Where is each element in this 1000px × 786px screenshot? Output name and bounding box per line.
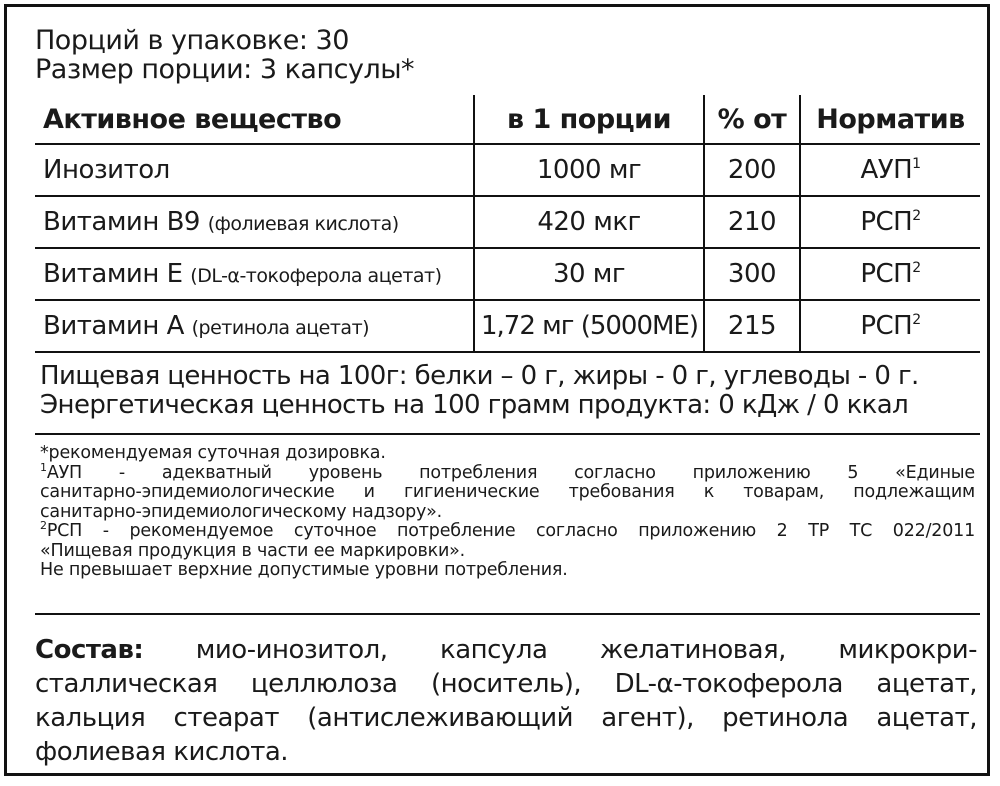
norm-label: АУП — [860, 155, 913, 185]
percent-cell: 210 — [704, 196, 800, 248]
column-header-norm: Норматив — [800, 95, 980, 144]
amount-cell: 420 мкг — [474, 196, 704, 248]
serving-size: Размер порции: 3 капсулы* — [35, 54, 415, 85]
footnote-recommended: *рекомендуемая суточная дозировка. — [40, 443, 386, 463]
nutrition-value-line: Пищевая ценность на 100г: белки – 0 г, жиры - 0 г, углеводы - 0 г. — [40, 361, 919, 391]
table-row — [35, 248, 980, 300]
energy-value-line: Энергетическая ценность на 100 грамм продукта: 0 кДж / 0 ккал — [40, 390, 909, 420]
footnote-aup-end: санитарно-эпидемиологическому надзору». — [40, 501, 443, 522]
norm-label: РСП — [860, 207, 913, 237]
norm-footnote-mark: 2 — [912, 208, 921, 224]
composition-line: фолиевая кислота. — [35, 737, 289, 767]
composition-line: сталлическая целлюлоза (носитель), DL-α-токоферола ацетат, — [35, 669, 977, 699]
composition — [35, 633, 977, 769]
section-divider — [35, 613, 980, 615]
norm-cell — [800, 196, 980, 248]
norm-footnote-mark: 2 — [912, 312, 921, 328]
percent-cell: 215 — [704, 300, 800, 352]
norm-footnote-mark: 2 — [912, 260, 921, 276]
footnote-aup: $^1$АУП - адекватный уровень потребления согласно приложению 5 «Единые — [40, 460, 975, 483]
nutrition-values — [40, 362, 919, 420]
table-header-row — [35, 95, 980, 144]
substance-note: (фолиевая кислота) — [207, 213, 399, 235]
amount-cell: 30 мг — [474, 248, 704, 300]
percent-cell: 300 — [704, 248, 800, 300]
footnote-rsp: $^2$РСП - рекомендуемое суточное потребление согласно приложению 2 ТР ТС 022/2011 — [40, 519, 975, 541]
table-row — [35, 196, 980, 248]
supplement-facts-label — [4, 4, 990, 776]
column-header-percent: % от — [704, 95, 800, 144]
column-header-substance: Активное вещество — [35, 95, 474, 144]
footnote-mark: 2 — [40, 519, 47, 532]
footnotes — [40, 444, 975, 581]
table-row — [35, 300, 980, 352]
nutrient-table — [35, 95, 980, 353]
servings-per-container: Порций в упаковке: 30 — [35, 25, 349, 56]
footnote-upper-limit: Не превышает верхние допустимые уровни потребления. — [40, 560, 568, 580]
substance-name: Инозитол — [43, 155, 170, 185]
norm-cell — [800, 300, 980, 352]
composition-label: Состав: — [35, 635, 144, 665]
footnote-mark: 1 — [40, 460, 47, 474]
norm-label: РСП — [860, 259, 913, 289]
norm-cell — [800, 248, 980, 300]
composition-line: кальция стеарат (антислеживающий агент), ретинола ацетат, — [35, 703, 977, 733]
footnote-rsp-end: «Пищевая продукция в части ее маркировки». — [40, 540, 465, 561]
substance-cell — [35, 144, 474, 196]
substance-name: Витамин А — [43, 311, 184, 341]
norm-label: РСП — [860, 311, 913, 341]
composition-line: Состав: мио-инозитол, капсула желатиновая, микрокри- — [35, 635, 977, 665]
substance-note: (ретинола ацетат) — [191, 317, 370, 339]
table-row — [35, 144, 980, 196]
substance-cell — [35, 248, 474, 300]
norm-cell — [800, 144, 980, 196]
amount-cell: 1,72 мг (5000МЕ) — [474, 300, 704, 352]
percent-cell: 200 — [704, 144, 800, 196]
substance-name: Витамин В9 — [43, 207, 200, 237]
column-header-per-serving: в 1 порции — [474, 95, 704, 144]
substance-note: (DL-α-токоферола ацетат) — [190, 265, 442, 287]
footnote-aup-continued: санитарно-эпидемиологические и гигиенические требования к товарам, подлежащим — [40, 482, 975, 502]
substance-cell — [35, 300, 474, 352]
amount-cell: 1000 мг — [474, 144, 704, 196]
substance-cell — [35, 196, 474, 248]
substance-name: Витамин Е — [43, 259, 183, 289]
norm-footnote-mark: 1 — [912, 156, 921, 172]
section-divider — [35, 433, 980, 435]
